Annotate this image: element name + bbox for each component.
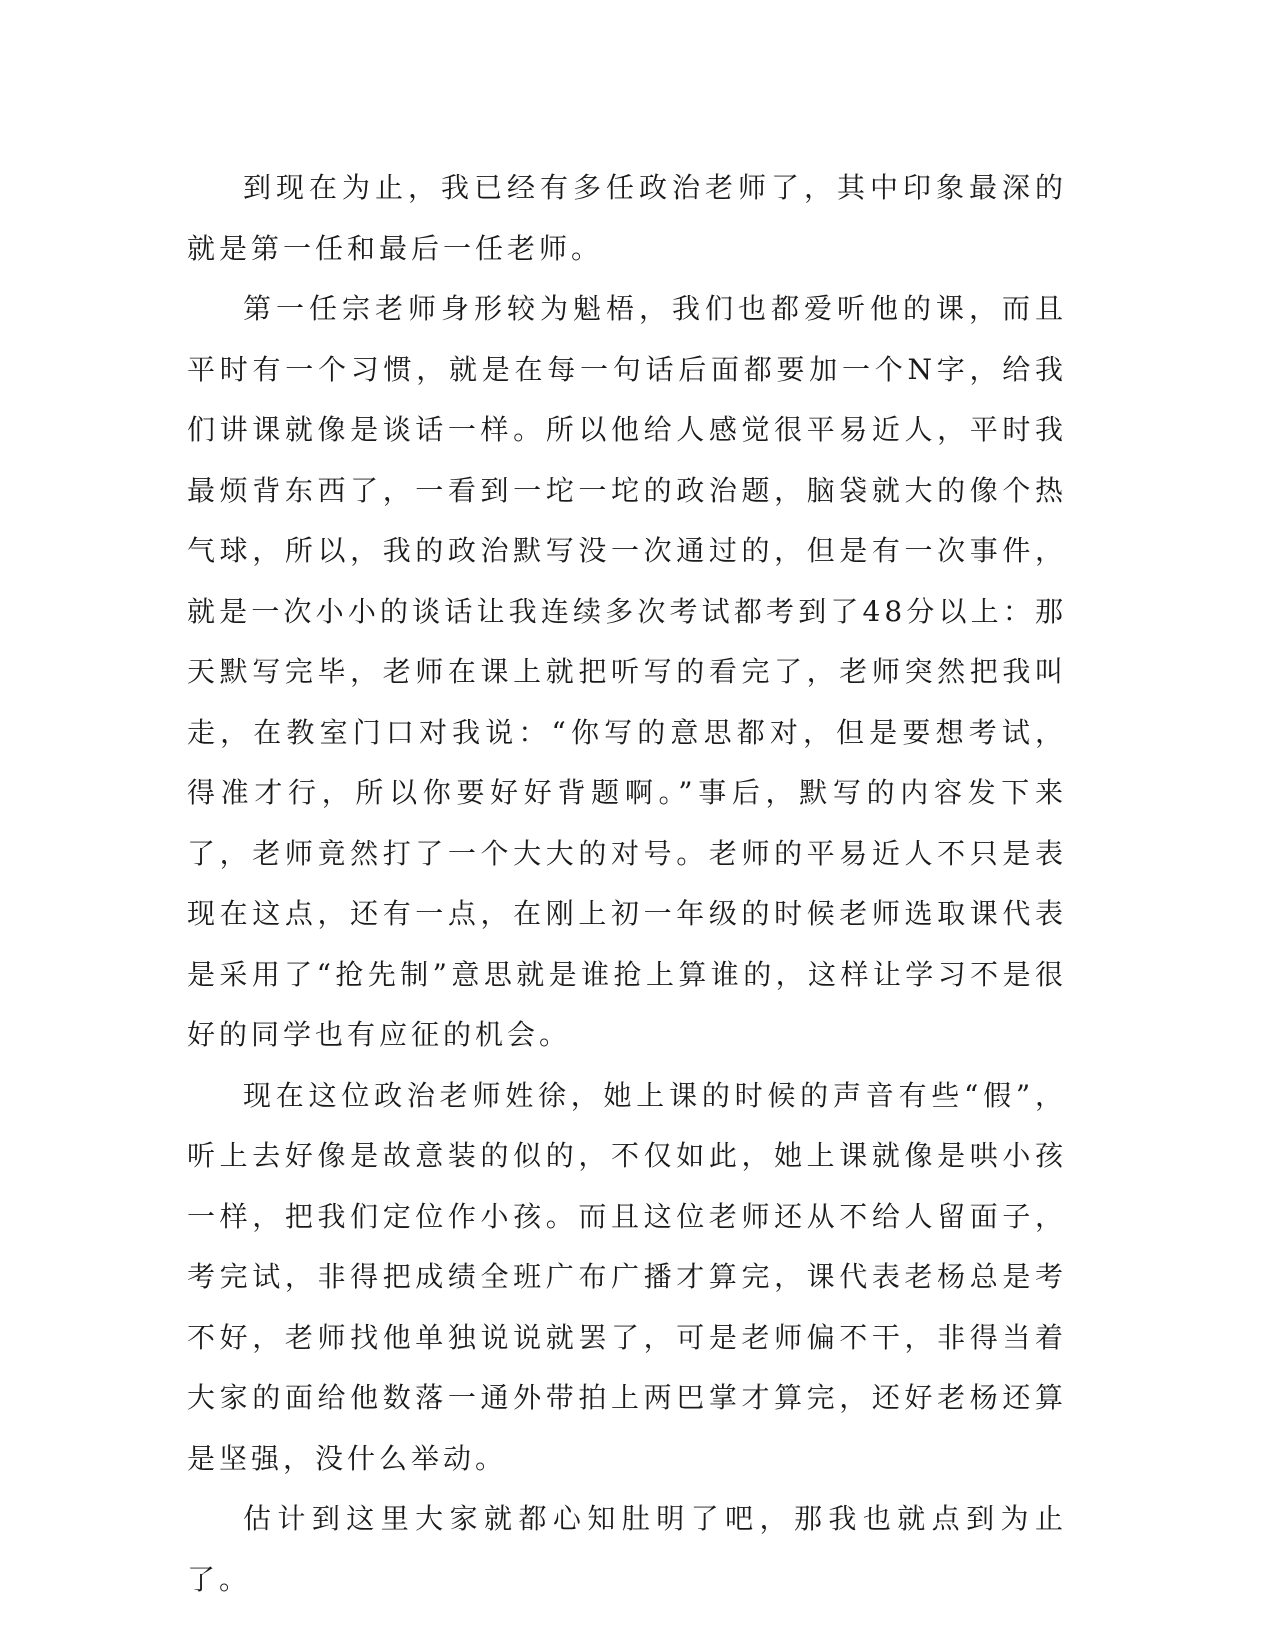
paragraph-2: 第一任宗老师身形较为魁梧，我们也都爱听他的课，而且平时有一个习惯，就是在每一句话后面都要加一个N字，给我们讲课就像是谈话一样。所以他给人感觉很平易近人，平时我最烦背东西了，一看到一坨一坨的政治题，脑袋就大的像个热气球，所以，我的政治默写没一次通过的，但是有一次事件，就是一次小小的谈话让我连续多次考试都考到了48分以上：那天默写完毕，老师在课上就把听写的看完了，老师突然把我叫走，在教室门口对我说：“你写的意思都对，但是要想考试，得准才行，所以你要好好背题啊。”事后，默写的内容发下来了，老师竟然打了一个大大的对号。老师的平易近人不只是表现在这点，还有一点，在刚上初一年级的时候老师选取课代表是采用了“抢先制”意思就是谁抢上算谁的，这样让学习不是很好的同学也有应征的机会。 xyxy=(187,292,1067,1051)
paragraph-3: 现在这位政治老师姓徐，她上课的时候的声音有些“假”，听上去好像是故意装的似的，不仅如此，她上课就像是哄小孩一样，把我们定位作小孩。而且这位老师还从不给人留面子，考完试，非得把成绩全班广布广播才算完，课代表老杨总是考不好，老师找他单独说说就罢了，可是老师偏不干，非得当着大家的面给他数落一通外带拍上两巴掌才算完，还好老杨还算是坚强，没什么举动。 xyxy=(187,1078,1067,1475)
document-body xyxy=(187,158,1067,1610)
paragraph-1: 到现在为止，我已经有多任政治老师了，其中印象最深的就是第一任和最后一任老师。 xyxy=(187,171,1067,265)
paragraph-4: 估计到这里大家就都心知肚明了吧，那我也就点到为止了。 xyxy=(187,1502,1067,1596)
